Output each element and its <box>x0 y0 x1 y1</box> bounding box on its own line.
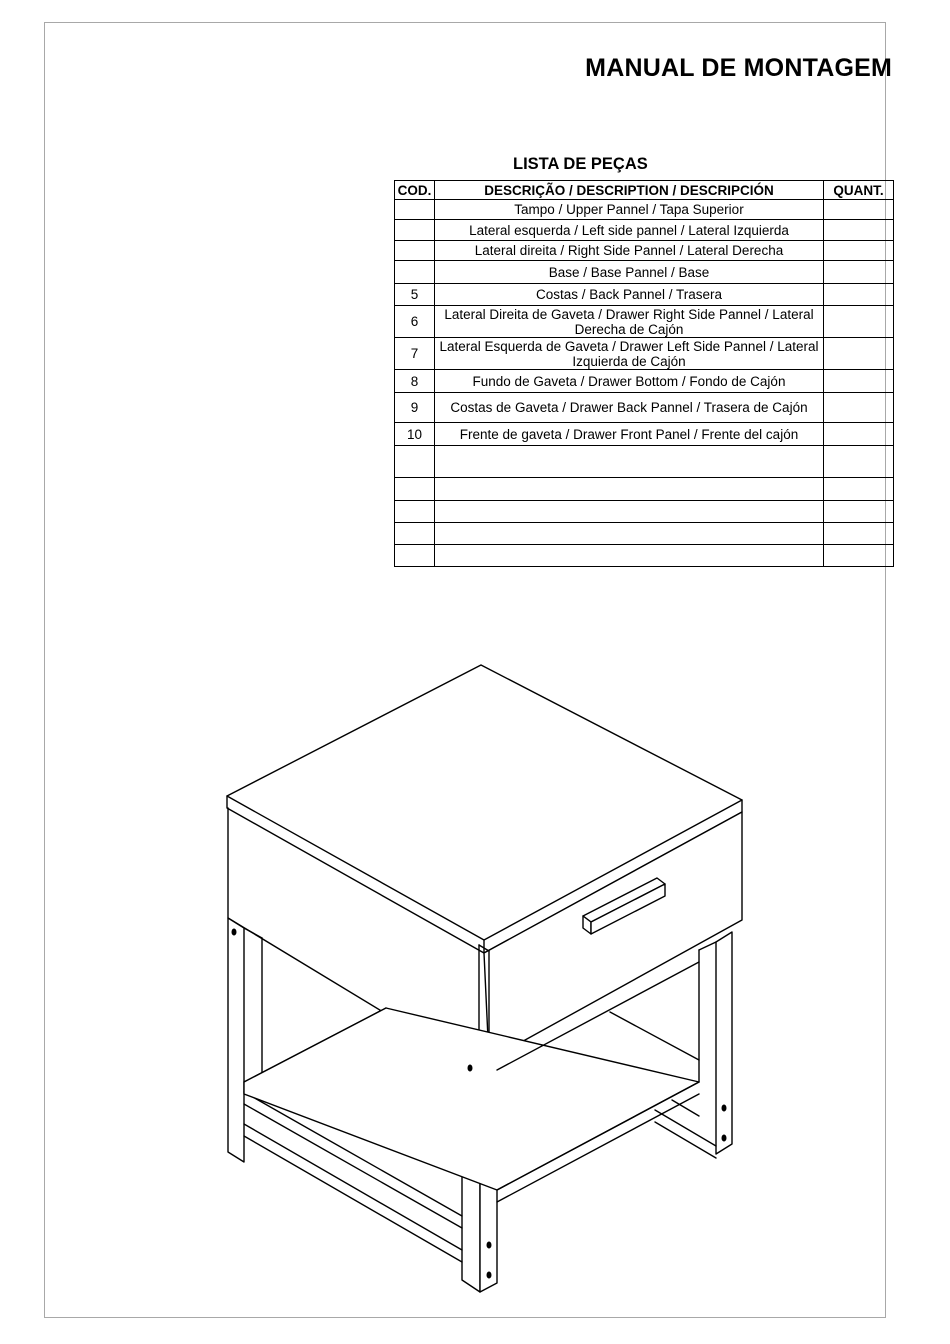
row-description: Costas de Gaveta / Drawer Back Pannel / Trasera de Cajón <box>435 393 824 423</box>
row-code: 10 <box>395 423 435 446</box>
parts-list-title: LISTA DE PEÇAS <box>513 155 648 173</box>
row-description: Lateral Esquerda de Gaveta / Drawer Left Side Pannel / Lateral Izquierda de Cajón <box>435 338 824 370</box>
header-code: COD. <box>395 181 435 200</box>
row-code: 8 <box>395 370 435 393</box>
row-description: Tampo / Upper Pannel / Tapa Superior <box>435 200 824 220</box>
row-description: Base / Base Pannel / Base <box>435 261 824 284</box>
row-description: Lateral Direita de Gaveta / Drawer Right Side Pannel / Lateral Derecha de Cajón <box>435 306 824 338</box>
page-title: MANUAL DE MONTAGEM <box>585 54 892 82</box>
row-code: 7 <box>395 338 435 370</box>
row-code: 5 <box>395 284 435 306</box>
row-description: Fundo de Gaveta / Drawer Bottom / Fondo de Cajón <box>435 370 824 393</box>
shelf <box>244 962 699 1190</box>
row-code: 6 <box>395 306 435 338</box>
row-description: Lateral direita / Right Side Pannel / Lateral Derecha <box>435 241 824 261</box>
header-quantity: QUANT. <box>824 181 894 200</box>
row-code: 9 <box>395 393 435 423</box>
row-description: Lateral esquerda / Left side pannel / Lateral Izquierda <box>435 220 824 241</box>
row-description: Costas / Back Pannel / Trasera <box>435 284 824 306</box>
right-leg <box>699 932 732 1154</box>
left-front-leg <box>228 918 262 1162</box>
row-description: Frente de gaveta / Drawer Front Panel / Frente del cajón <box>435 423 824 446</box>
header-description: DESCRIÇÃO / DESCRIPTION / DESCRIPCIÓN <box>435 181 824 200</box>
